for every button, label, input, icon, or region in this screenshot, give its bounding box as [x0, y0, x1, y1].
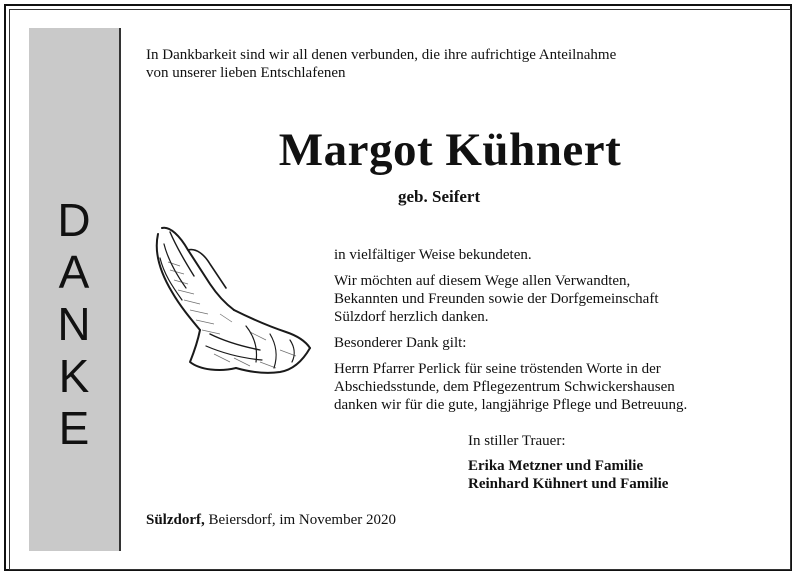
danke-letter: D [57, 194, 91, 246]
body-line: danken wir für die gute, langjährige Pflege und Betreuung. [334, 397, 688, 413]
mourning-label: In stiller Trauer: [468, 433, 566, 449]
place-rest: Beiersdorf, im November 2020 [204, 512, 396, 528]
body-paragraph [334, 360, 774, 414]
danke-vertical-text [29, 194, 119, 454]
intro-line: von unserer lieben Entschlafenen [146, 65, 346, 81]
danke-letter: E [58, 402, 90, 454]
danke-sidebar [29, 28, 121, 551]
body-line: in vielfältiger Weise bekundeten. [334, 247, 532, 263]
place-bold: Sülzdorf, [146, 512, 205, 528]
praying-hands-icon [150, 222, 320, 390]
thanks-body [334, 246, 774, 422]
maiden-name: geb. Seifert [398, 187, 481, 206]
body-paragraph [334, 272, 774, 326]
body-line: Besonderer Dank gilt: [334, 335, 467, 351]
family-name: Erika Metzner und Familie [468, 458, 644, 474]
danke-letter: K [58, 350, 90, 402]
body-line: Sülzdorf herzlich danken. [334, 309, 489, 325]
place-date [146, 511, 396, 529]
body-paragraph [334, 246, 774, 264]
body-line: Bekannten und Freunden sowie der Dorfgemeinschaft [334, 291, 659, 307]
family-name: Reinhard Kühnert und Familie [468, 476, 669, 492]
mourning-block [468, 432, 788, 493]
deceased-name: Margot Kühnert [278, 124, 622, 176]
danke-letter: N [57, 298, 91, 350]
body-paragraph [334, 334, 774, 352]
danke-letter: A [58, 246, 90, 298]
intro-line: In Dankbarkeit sind wir all denen verbunden, die ihre aufrichtige Anteilnahme [146, 47, 617, 63]
body-line: Wir möchten auf diesem Wege allen Verwandten, [334, 273, 631, 289]
body-line: Abschiedsstunde, dem Pflegezentrum Schwickershausen [334, 379, 675, 395]
intro-text [146, 46, 766, 82]
body-line: Herrn Pfarrer Perlick für seine tröstenden Worte in der [334, 361, 661, 377]
